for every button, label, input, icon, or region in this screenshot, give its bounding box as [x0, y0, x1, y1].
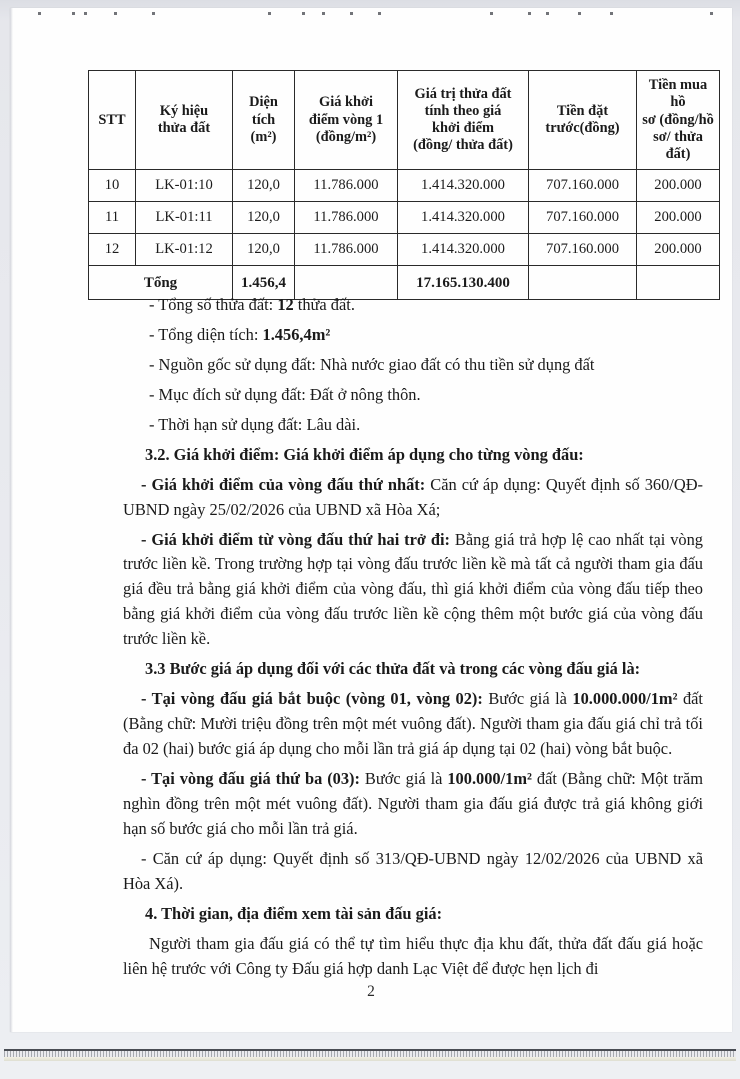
- scan-speckle-artifact: [10, 10, 732, 18]
- header-text: thửa đất: [157, 120, 211, 137]
- cell-total-gia-tri: 17.165.130.400: [398, 266, 529, 300]
- cell-dien-tich: 120,0: [233, 234, 295, 266]
- document-page: [10, 8, 732, 1032]
- bullet-text: - Tổng số thửa đất:: [149, 295, 278, 314]
- cell-tien-dat-truoc: 707.160.000: [529, 234, 637, 266]
- header-text: Ký hiệu: [159, 102, 209, 119]
- cell-gia-tri: 1.414.320.000: [398, 170, 529, 202]
- column-header-gia-tri-thua-dat: [398, 71, 529, 170]
- header-text: tích: [251, 111, 276, 128]
- scanner-bed-warm-line: [4, 1057, 736, 1061]
- header-text: khởi điểm: [432, 120, 494, 137]
- header-text: STT: [98, 111, 126, 128]
- cell-stt: 11: [89, 202, 136, 234]
- bullet-bold-value: 1.456,4m²: [262, 324, 331, 344]
- bullet-text: - Thời hạn sử dụng đất: Lâu dài.: [149, 414, 361, 434]
- paragraph-text: đất (Bằng chữ: Mười triệu đồng trên một mét vuông đất). Người tham gia đấu giá chỉ trả tối đa 02 (hai) bước giá áp dụng cho mỗi lần trả giá áp dụng tại 02 (hai) vòng bắt buộc.: [123, 689, 703, 758]
- column-header-ky-hieu-thua-dat: [136, 71, 233, 170]
- header-text: Giá trị thửa đất: [414, 85, 512, 102]
- header-text: (m²): [250, 128, 277, 145]
- bullet-text: thửa đất.: [293, 295, 355, 314]
- cell-stt: 12: [89, 234, 136, 266]
- header-text: sơ (đồng/hồ: [642, 111, 714, 128]
- cell-gia-tri: 1.414.320.000: [398, 202, 529, 234]
- section-3-2-paragraph-1: [123, 473, 703, 523]
- paragraph-bold-lead: - Tại vòng đấu giá thứ ba (03):: [141, 768, 360, 788]
- cell-gia-khoi-diem: 11.786.000: [295, 170, 398, 202]
- column-header-stt: [89, 71, 136, 170]
- table-row: [89, 202, 720, 234]
- document-body: [123, 293, 703, 986]
- section-heading-4: 4. Thời gian, địa điểm xem tài sản đấu giá:: [145, 903, 443, 923]
- cell-tien-mua-ho-so: 200.000: [637, 202, 720, 234]
- header-text: sơ/ thửa đất): [653, 128, 703, 163]
- column-header-tien-mua-ho-so: [637, 71, 720, 170]
- header-text: Tiền đặt: [556, 102, 609, 119]
- table-row: [89, 234, 720, 266]
- paragraph-text: đất (Bằng chữ: Một trăm nghìn đồng trên một mét vuông đất). Người tham gia đấu giá được trả giá không giới hạn số bước giá cho mỗi lần trả giá.: [123, 768, 703, 838]
- column-header-tien-dat-truoc: [529, 71, 637, 170]
- scanner-bed-strip: [0, 1040, 740, 1079]
- section-heading-3-2: 3.2. Giá khởi điểm: Giá khởi điểm áp dụng cho từng vòng đấu:: [145, 444, 584, 464]
- header-text: Tiền mua hồ: [648, 77, 708, 111]
- section-3-3-paragraph-1: [123, 687, 703, 762]
- cell-tien-dat-truoc: 707.160.000: [529, 202, 637, 234]
- cell-ky-hieu: LK-01:12: [136, 234, 233, 266]
- section-3-3-paragraph-3: - Căn cứ áp dụng: Quyết định số 313/QĐ-UBND ngày 12/02/2026 của UBND xã Hòa Xá).: [123, 848, 703, 893]
- cell-gia-khoi-diem: 11.786.000: [295, 202, 398, 234]
- cell-ky-hieu: LK-01:10: [136, 170, 233, 202]
- header-text: Giá khởi: [319, 94, 373, 111]
- paragraph-text: Bước giá là: [359, 768, 448, 788]
- header-text: tính theo giá: [424, 102, 502, 119]
- table-header-row: [89, 71, 720, 170]
- paragraph-bold-lead: - Giá khởi điểm của vòng đấu thứ nhất:: [141, 474, 426, 494]
- summary-bullet-land-origin: [123, 353, 703, 378]
- column-header-gia-khoi-diem-vong-1: [295, 71, 398, 170]
- cell-gia-tri: 1.414.320.000: [398, 234, 529, 266]
- bullet-text: - Mục đích sử dụng đất: Đất ở nông thôn.: [149, 384, 421, 404]
- header-text: (đồng/m²): [315, 128, 377, 145]
- section-3-3-paragraph-2: [123, 767, 703, 842]
- summary-bullet-land-purpose: [123, 383, 703, 408]
- paragraph-text: Bước giá là: [482, 689, 573, 709]
- summary-bullet-total-area: [123, 323, 703, 348]
- scan-edge-shadow: [10, 8, 13, 1032]
- paragraph-bold-amount: 10.000.000/1m²: [572, 689, 678, 709]
- summary-bullet-total-parcels: [123, 293, 703, 318]
- table-row: [89, 170, 720, 202]
- paragraph-bold-lead: - Tại vòng đấu giá bắt buộc (vòng 01, vòng 02):: [141, 689, 483, 709]
- cell-tien-mua-ho-so: 200.000: [637, 170, 720, 202]
- section-4-paragraph-1: Người tham gia đấu giá có thể tự tìm hiểu thực địa khu đất, thửa đất đấu giá hoặc liên hệ trước với Công ty Đấu giá hợp danh Lạc Việt để được hẹn lịch đi: [123, 933, 703, 978]
- bullet-text: - Tổng diện tích:: [149, 324, 263, 344]
- cell-total-dien-tich: 1.456,4: [233, 266, 295, 300]
- paragraph-bold-amount: 100.000/1m²: [447, 768, 532, 788]
- section-heading-3-3: 3.3 Bước giá áp dụng đối với các thửa đất và trong các vòng đấu giá là:: [145, 659, 641, 679]
- header-text: Diện: [249, 94, 278, 111]
- paragraph-text: Bằng giá trả hợp lệ cao nhất tại vòng trước liền kề. Trong trường hợp tại vòng đấu trước liền kề mà tất cả người tham gia đấu giá đều trả bằng giá khởi điểm của vòng đấu, thì giá khởi điểm của vòng đấu tiếp theo bằng giá khởi điểm của vòng đấu trước liền kề cộng thêm một bước giá của vòng đấu trước liền kề.: [123, 529, 703, 649]
- bullet-text: - Nguồn gốc sử dụng đất: Nhà nước giao đất có thu tiền sử dụng đất: [149, 354, 595, 374]
- column-header-dien-tich: [233, 71, 295, 170]
- cell-dien-tich: 120,0: [233, 202, 295, 234]
- paragraph-text: Căn cứ áp dụng: Quyết định số 360/QĐ-UBND ngày 25/02/2026 của UBND xã Hòa Xá;: [123, 474, 703, 519]
- land-parcel-table: [88, 70, 720, 300]
- header-text: (đồng/ thửa đất): [413, 137, 513, 154]
- cell-ky-hieu: LK-01:11: [136, 202, 233, 234]
- cell-stt: 10: [89, 170, 136, 202]
- cell-tien-dat-truoc: 707.160.000: [529, 170, 637, 202]
- cell-gia-khoi-diem: 11.786.000: [295, 234, 398, 266]
- cell-dien-tich: 120,0: [233, 170, 295, 202]
- page-number: 2: [367, 983, 375, 1000]
- header-text: điểm vòng 1: [308, 111, 384, 128]
- paragraph-bold-lead: - Giá khởi điểm từ vòng đấu thứ hai trở đi:: [141, 529, 451, 549]
- summary-bullet-land-duration: [123, 413, 703, 438]
- header-text: trước(đồng): [545, 120, 620, 137]
- cell-tien-mua-ho-so: 200.000: [637, 234, 720, 266]
- section-3-2-paragraph-2: [123, 528, 703, 653]
- cell-total-label: Tổng: [89, 266, 233, 300]
- bullet-bold-value: 12: [277, 295, 294, 314]
- land-parcel-table-container: [88, 70, 719, 300]
